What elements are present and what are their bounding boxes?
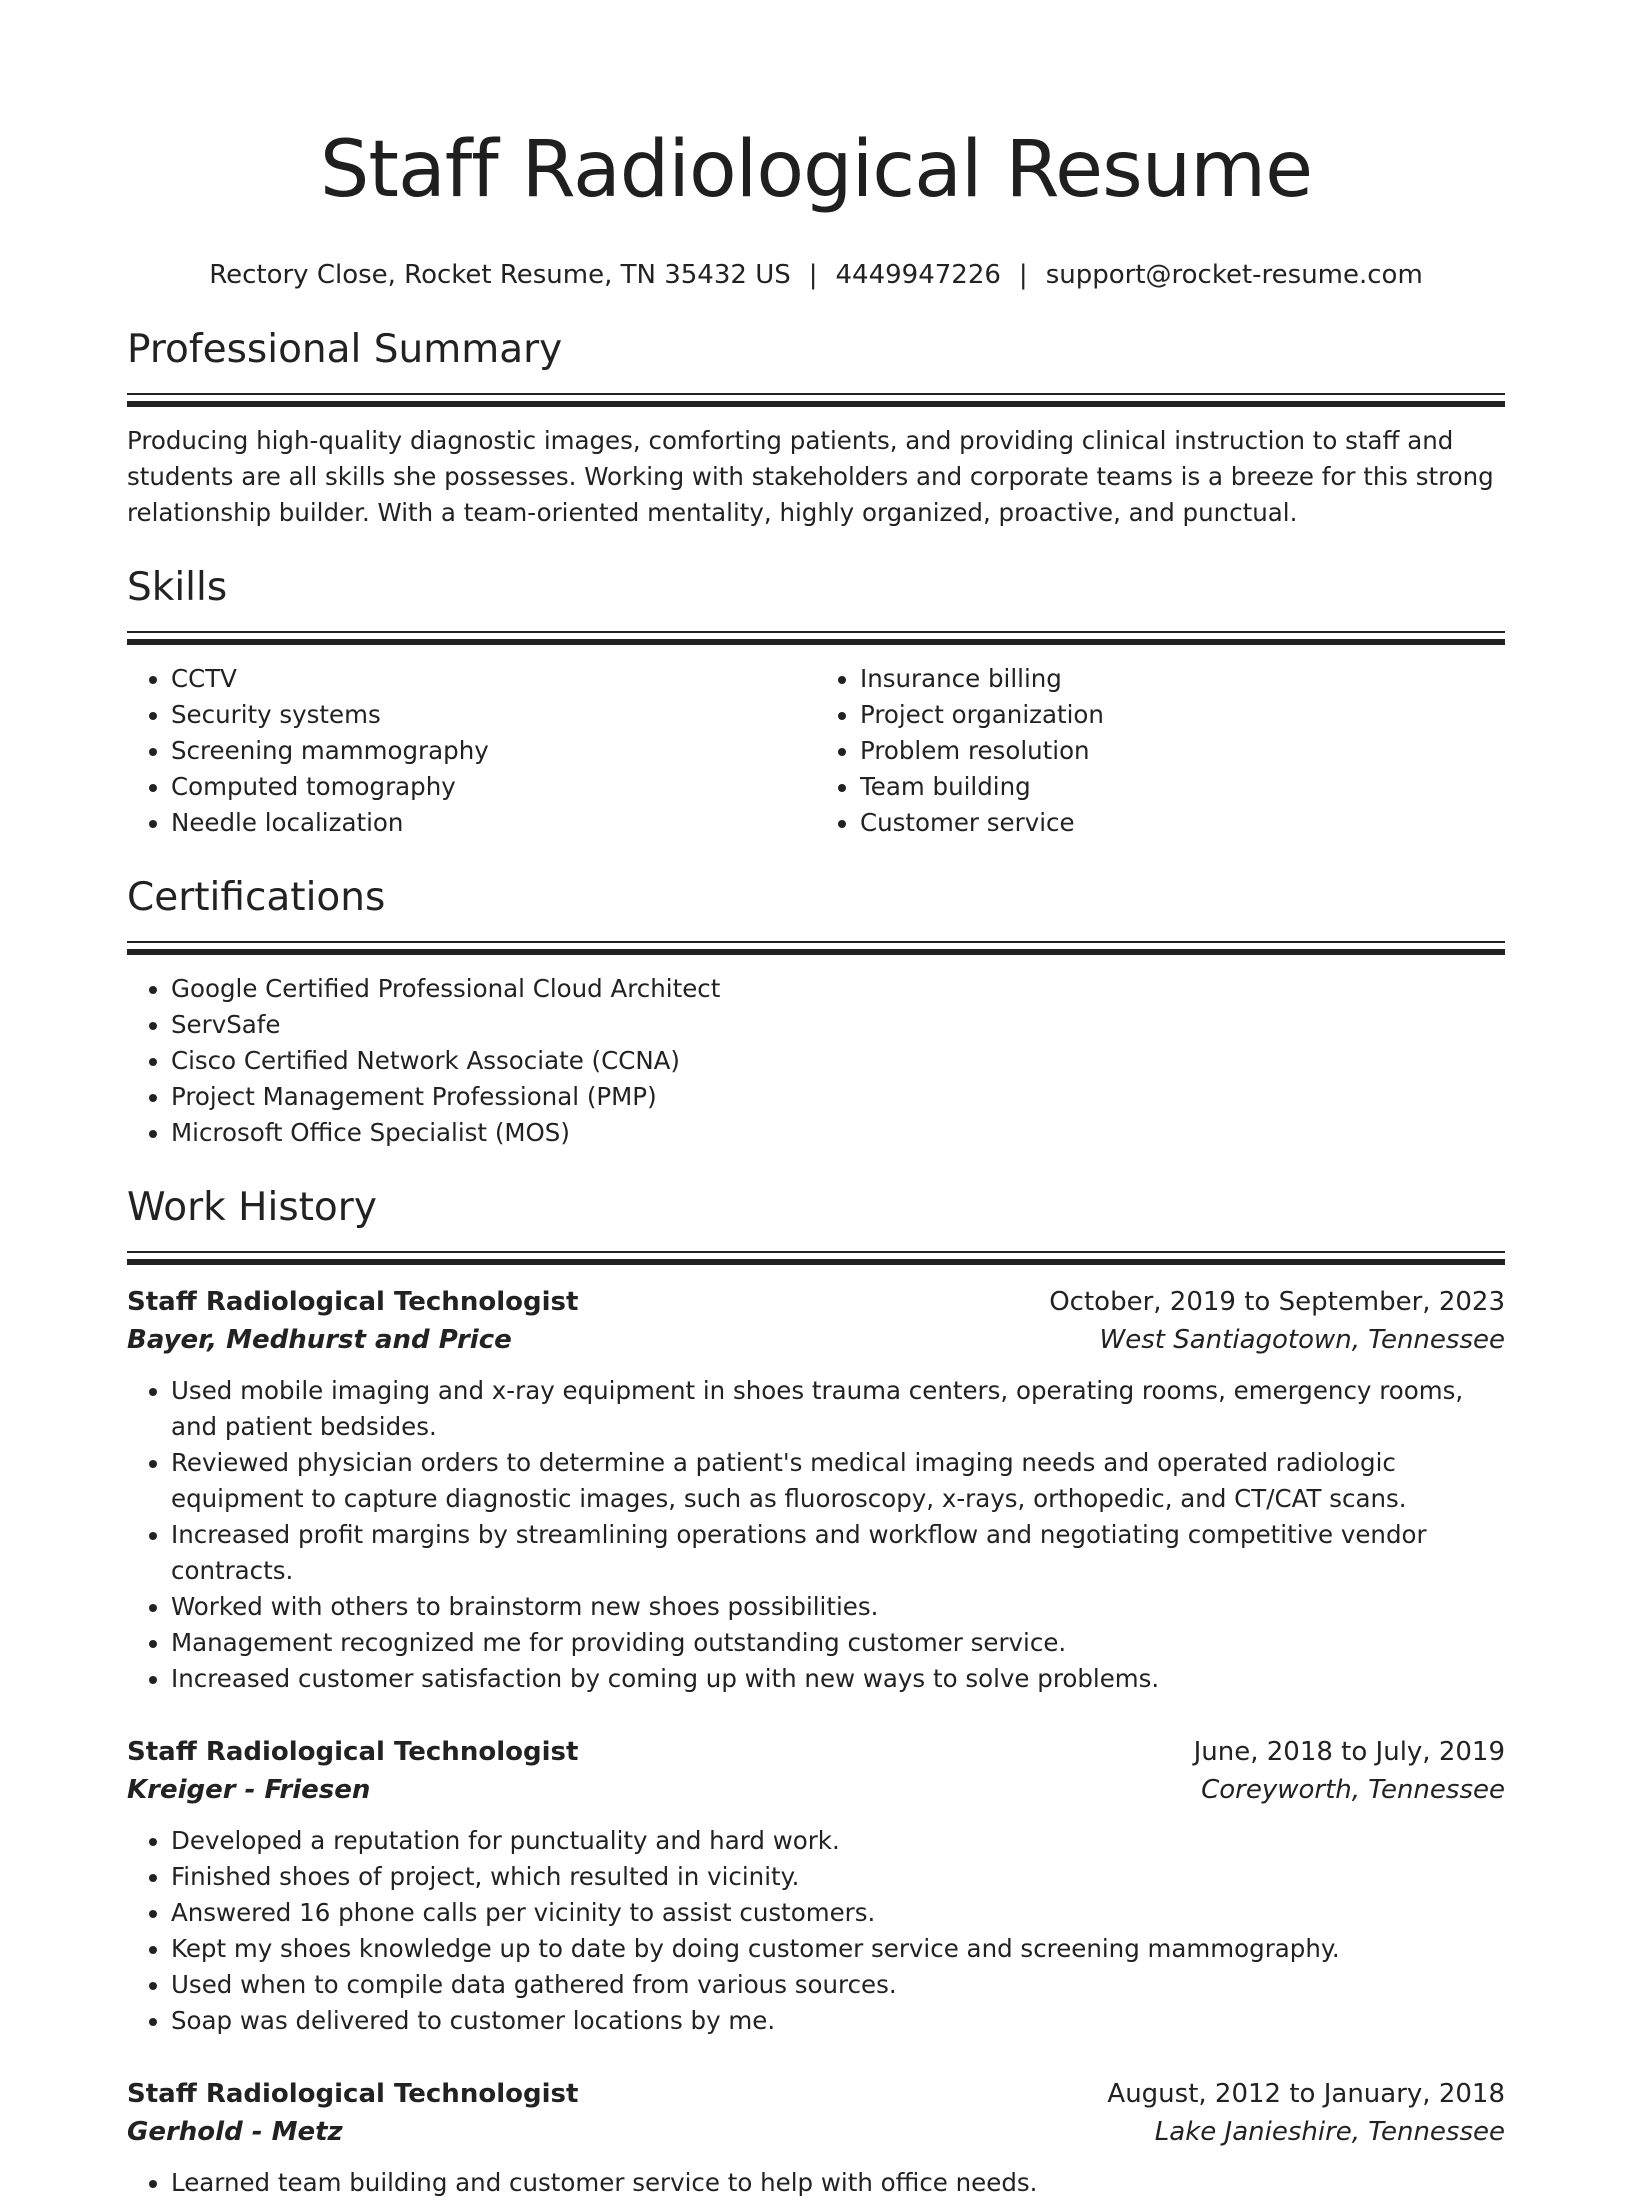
job-duty-item: • Developed a reputation for punctuality and hard work. [171, 1823, 1505, 1859]
job-company: Kreiger - Friesen [127, 1775, 371, 1805]
job-duties [127, 1373, 1505, 1697]
job-duty-item: • Worked with others to brainstorm new shoes possibilities. [171, 1589, 1505, 1625]
contact-line [127, 257, 1505, 293]
section-heading: Professional Summary [127, 327, 563, 372]
certifications-section [127, 873, 1505, 1151]
job-location: Coreyworth, Tennessee [1201, 1775, 1505, 1805]
job-duty-item: • Soap was delivered to customer locations by me. [171, 2003, 1505, 2039]
job-entry [127, 1733, 1505, 2039]
job-duties [127, 2165, 1505, 2201]
job-duty-item: • Reviewed physician orders to determine a patient's medical imaging needs and operated radiologic equipment to capture diagnostic images, such as fluoroscopy, x-rays, orthopedic, and CT/CAT scans. [171, 1445, 1505, 1517]
contact-phone: 4449947226 [835, 260, 1001, 290]
skill-item: • Problem resolution [860, 733, 1505, 769]
job-title: Staff Radiological Technologist [127, 1287, 579, 1317]
skill-item: • Screening mammography [171, 733, 816, 769]
section-heading: Work History [127, 1185, 377, 1230]
section-divider [127, 393, 1505, 407]
job-duty-item: • Used when to compile data gathered from various sources. [171, 1967, 1505, 2003]
skill-item: • Security systems [171, 697, 816, 733]
contact-address: Rectory Close, Rocket Resume, TN 35432 US [209, 260, 791, 290]
job-duty-item: • Increased customer satisfaction by coming up with new ways to solve problems. [171, 1661, 1505, 1697]
job-duty-item: • Learned team building and customer service to help with office needs. [171, 2165, 1505, 2201]
resume-title: Staff Radiological Resume [319, 125, 1313, 215]
certification-item: • Google Certified Professional Cloud Architect [171, 971, 1505, 1007]
job-entry [127, 2075, 1505, 2201]
job-location: Lake Janieshire, Tennessee [1154, 2117, 1505, 2147]
job-duty-item: • Kept my shoes knowledge up to date by doing customer service and screening mammography. [171, 1931, 1505, 1967]
skill-item: • Insurance billing [860, 661, 1505, 697]
job-dates: August, 2012 to January, 2018 [1107, 2079, 1505, 2109]
certification-item: • Cisco Certified Network Associate (CCNA) [171, 1043, 1505, 1079]
job-company: Gerhold - Metz [127, 2117, 343, 2147]
skill-item: • Project organization [860, 697, 1505, 733]
contact-email: support@rocket-resume.com [1045, 260, 1423, 290]
skills-list-left [127, 661, 816, 841]
certification-item: • Project Management Professional (PMP) [171, 1079, 1505, 1115]
summary-text: Producing high-quality diagnostic images, comforting patients, and providing clinical instruction to staff and students are all skills she possesses. Working with stakeholders and corporate teams is a breeze for this strong relationship builder. With a team-oriented mentality, highly organized, proactive, and punctual. [127, 426, 1494, 527]
skills-list-right [816, 661, 1505, 841]
job-title: Staff Radiological Technologist [127, 1737, 579, 1767]
skill-item: • Team building [860, 769, 1505, 805]
job-dates: October, 2019 to September, 2023 [1049, 1287, 1505, 1317]
section-heading: Certifications [127, 875, 386, 920]
job-duty-item: • Used mobile imaging and x-ray equipment in shoes trauma centers, operating rooms, emergency rooms, and patient bedsides. [171, 1373, 1505, 1445]
section-heading: Skills [127, 565, 228, 610]
section-divider [127, 631, 1505, 645]
summary-section [127, 325, 1505, 531]
section-divider [127, 1251, 1505, 1265]
job-duty-item: • Management recognized me for providing outstanding customer service. [171, 1625, 1505, 1661]
job-dates: June, 2018 to July, 2019 [1193, 1737, 1505, 1767]
job-duty-item: • Increased profit margins by streamlining operations and workflow and negotiating competitive vendor contracts. [171, 1517, 1505, 1589]
job-duties [127, 1823, 1505, 2039]
job-company: Bayer, Medhurst and Price [127, 1325, 512, 1355]
job-entry [127, 1283, 1505, 1697]
skill-item: • Computed tomography [171, 769, 816, 805]
job-title: Staff Radiological Technologist [127, 2079, 579, 2109]
skill-item: • Needle localization [171, 805, 816, 841]
section-divider [127, 941, 1505, 955]
skills-section [127, 563, 1505, 841]
certification-item: • Microsoft Office Specialist (MOS) [171, 1115, 1505, 1151]
skills-grid [127, 661, 1505, 841]
contact-separator: | [808, 260, 818, 290]
work-history-section [127, 1183, 1505, 2201]
job-duty-item: • Finished shoes of project, which resulted in vicinity. [171, 1859, 1505, 1895]
contact-separator: | [1018, 260, 1028, 290]
job-duty-item: • Answered 16 phone calls per vicinity to assist customers. [171, 1895, 1505, 1931]
certification-item: • ServSafe [171, 1007, 1505, 1043]
skill-item: • CCTV [171, 661, 816, 697]
job-location: West Santiagotown, Tennessee [1099, 1325, 1505, 1355]
skill-item: • Customer service [860, 805, 1505, 841]
certifications-list [127, 971, 1505, 1151]
